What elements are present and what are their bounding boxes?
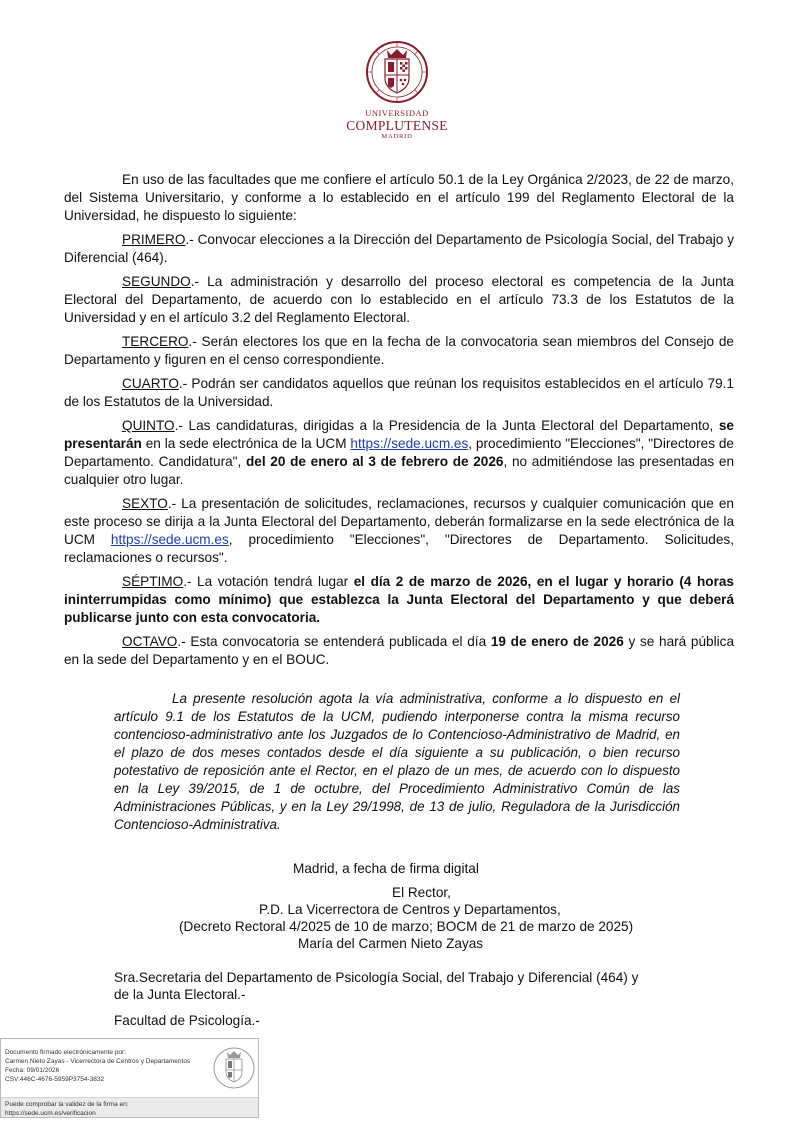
ucm-logo xyxy=(330,38,464,150)
article-label: SÉPTIMO xyxy=(122,574,184,589)
logo-madrid: MADRID xyxy=(381,133,413,140)
article-bold-text: el día 2 de marzo de 2026, en el lugar y horario (4 horas ininterrumpidas como mínimo) que establezca la Junta Electoral del Departamento y que deberá publicarse junto con esta convocatoria. xyxy=(64,574,734,625)
article-label: SEXTO xyxy=(122,496,168,511)
article-segundo xyxy=(64,273,734,327)
sede-link[interactable]: https://sede.ucm.es xyxy=(350,436,469,451)
article-tercero xyxy=(64,333,734,369)
stamp-csv: CSV:446C-4676-5959P3754-3832 xyxy=(5,1076,105,1083)
rector-title: El Rector, xyxy=(392,885,451,900)
article-text: , procedimiento "Elecciones", "Directores de Departamento. Solicitudes, reclamaciones o recursos". xyxy=(64,532,734,565)
ucm-seal-icon xyxy=(213,1044,255,1092)
article-text: .- Convocar elecciones a la Dirección del Departamento de Psicología Social, del Trabajo y Diferencial (464). xyxy=(64,232,734,265)
article-label: QUINTO xyxy=(122,418,175,433)
article-primero xyxy=(64,231,734,267)
article-label: CUARTO xyxy=(122,376,179,391)
article-octavo xyxy=(64,633,734,669)
logo-complutense: COMPLUTENSE xyxy=(346,118,448,133)
logo-university: UNIVERSIDAD xyxy=(365,108,429,118)
intro-paragraph: En uso de las facultades que me confiere el artículo 50.1 de la Ley Orgánica 2/2023, de 22 de marzo, del Sistema Universitario, y conforme a lo establecido en el artículo 199 del Reglamento Electoral de la Universidad, he dispuesto lo siguiente: xyxy=(64,172,734,223)
stamp-text xyxy=(5,1048,190,1084)
article-cuarto xyxy=(64,375,734,411)
article-text: .- La administración y desarrollo del proceso electoral es competencia de la Junta Electoral del Departamento, de acuerdo con lo establecido en el artículo 73.3 de los Estatutos de la Universidad y en el artículo 3.2 del Reglamento Electoral. xyxy=(64,274,734,325)
article-text: .- Las candidaturas, dirigidas a la Presidencia de la Junta Electoral del Departamento, xyxy=(174,418,719,433)
article-sexto xyxy=(64,495,734,567)
article-label: OCTAVO xyxy=(122,634,178,649)
article-label: TERCERO xyxy=(122,334,189,349)
article-label: PRIMERO xyxy=(122,232,186,247)
resolution-body xyxy=(64,171,734,675)
article-septimo xyxy=(64,573,734,627)
article-label: SEGUNDO xyxy=(122,274,191,289)
article-quinto xyxy=(64,417,734,489)
faculty-line: Facultad de Psicología.- xyxy=(114,1013,260,1028)
appeal-notice-text: La presente resolución agota la vía administrativa, conforme a lo dispuesto en el artículo 9.1 de los Estatutos de la UCM, pudiendo interponerse contra la misma recurso contencioso-administrativo ante los Juzgados de lo Contencioso-Administrativo de Madrid, en el plazo de dos meses contados desde el día siguiente a su publicación, o bien recurso potestativo de reposición ante el Rector, en el plazo de un mes, de acuerdo con lo dispuesto en la Ley 39/2015, de 1 de octubre, del Procedimiento Administrativo Común de las Administraciones Públicas, y en la Ley 29/1998, de 13 de julio, Reguladora de la Jurisdicción Contencioso-Administrativa. xyxy=(114,691,680,832)
decree-line: (Decreto Rectoral 4/2025 de 10 de marzo; BOCM de 21 de marzo de 2025) xyxy=(179,919,634,934)
article-bold-text: se presentarán xyxy=(64,418,734,451)
e-signature-stamp xyxy=(0,1038,259,1118)
article-text: .- Podrán ser candidatos aquellos que reúnan los requisitos establecidos en el artículo 79.1 de los Estatutos de la Universidad. xyxy=(64,376,734,409)
stamp-line: Documento firmado electrónicamente por: xyxy=(5,1049,127,1056)
article-text: , procedimiento "Elecciones", "Directores de Departamento. Candidatura", xyxy=(64,436,734,469)
article-text: .- Esta convocatoria se entenderá publicada el día xyxy=(177,634,491,649)
signer-name: María del Carmen Nieto Zayas xyxy=(298,936,484,951)
article-text: , no admitiéndose las presentadas en cualquier otro lugar. xyxy=(64,454,735,487)
article-text: .- Serán electores los que en la fecha de la convocatoria sean miembros del Consejo de Departamento y figuren en el censo correspondiente. xyxy=(64,334,734,367)
article-text: .- La votación tendrá lugar xyxy=(183,574,354,589)
ucm-crest-icon xyxy=(365,38,429,108)
article-text: en la sede electrónica de la UCM xyxy=(141,436,351,451)
appeal-notice xyxy=(114,690,680,834)
place-date: Madrid, a fecha de firma digital xyxy=(293,861,479,876)
sede-link[interactable]: https://sede.ucm.es xyxy=(110,532,229,547)
addressee-line2: de la Junta Electoral.- xyxy=(114,987,246,1002)
verification-url[interactable]: https://sede.ucm.es/verificacion xyxy=(5,1110,96,1117)
article-text: .- La presentación de solicitudes, reclamaciones, recursos y cualquier comunicación que en este proceso se dirija a la Junta Electoral del Departamento, deberán formalizarse en la sede electrónica de la UCM xyxy=(64,496,734,547)
addressee-line1: Sra.Secretaria del Departamento de Psicología Social, del Trabajo y Diferencial (464) y xyxy=(114,970,639,985)
verification-bar xyxy=(1,1097,258,1117)
delegation-line: P.D. La Vicerrectora de Centros y Departamentos, xyxy=(259,902,561,917)
article-bold-text: 19 de enero de 2026 xyxy=(490,634,624,649)
article-bold-text: del 20 de enero al 3 de febrero de 2026 xyxy=(245,454,504,469)
stamp-line: Fecha: 09/01/2026 xyxy=(5,1067,60,1074)
article-text: y se hará pública en la sede del Departamento y en el BOUC. xyxy=(64,634,735,667)
verification-label: Puede comprobar la validez de la firma en: xyxy=(5,1101,129,1108)
stamp-line: Carmen Nieto Zayas - Vicerrectora de Centros y Departamentos xyxy=(5,1058,191,1065)
